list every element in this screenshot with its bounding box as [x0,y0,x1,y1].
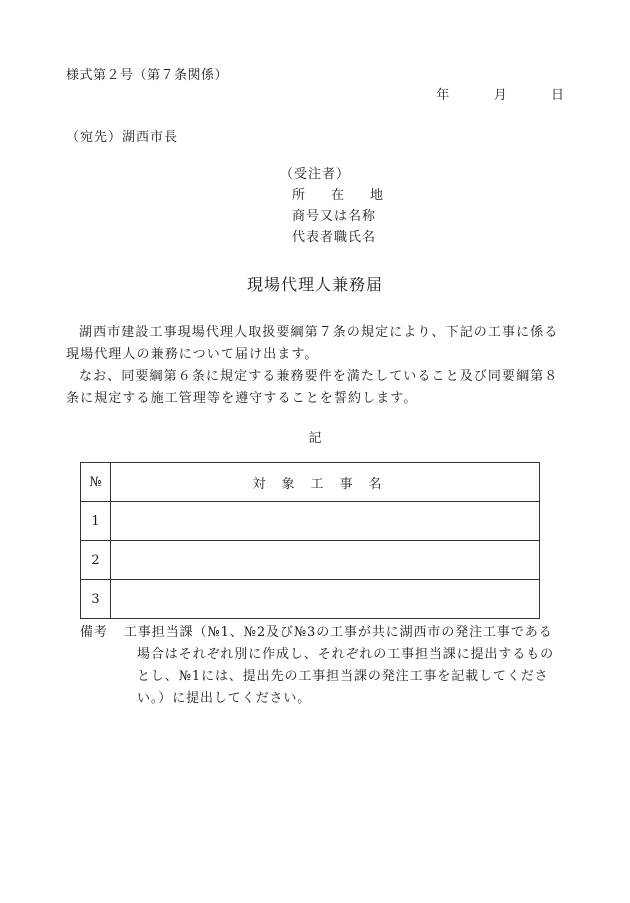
contractor-representative: 代表者職氏名 [292,230,377,245]
table-row [81,580,540,619]
table-row [81,541,540,580]
contractor-label: （受注者） [280,167,351,182]
contractor-address: 所 在 地 [292,188,384,203]
date-day-label: 日 [550,88,564,103]
date-month-label: 月 [493,88,507,103]
row-number: 2 [81,541,111,580]
no-header: № [81,463,111,502]
table-header-row [81,463,540,502]
date-line [436,84,564,103]
work-table [80,462,540,619]
remarks [80,622,564,710]
row-number: 3 [81,580,111,619]
work-name-cell[interactable] [111,502,540,541]
work-name-cell[interactable] [111,541,540,580]
work-name-cell[interactable] [111,580,540,619]
body-paragraph-2: なお、同要綱第６条に規定する兼務要件を満たしていること及び同要綱第８条に規定する施工管理等を遵守することを誓約します。 [66,369,559,406]
remarks-body-text: 工事担当課（№1、№2及び№3の工事が共に湖西市の発注工事である場合はそれぞれ別に作成し、それぞれの工事担当課に提出するものとし、№1には、提出先の工事担当課の発注工事を記載してください。）に提出してください。 [124,625,555,706]
body-paragraph-1: 湖西市建設工事現場代理人取扱要綱第７条の規定により、下記の工事に係る現場代理人の兼務について届け出ます。 [66,325,559,362]
remarks-text [124,622,564,710]
table-row [81,502,540,541]
row-number: 1 [81,502,111,541]
form-number: 様式第２号（第７条関係） [66,68,229,83]
work-name-header: 対象工事名 [111,463,540,502]
ki-heading: 記 [308,431,322,446]
date-year-label: 年 [436,88,450,103]
body-text [66,322,566,410]
contractor-trade-name: 商号又は名称 [292,209,377,224]
document-title: 現場代理人兼務届 [246,275,383,294]
remarks-label: 備考 [80,625,108,640]
addressee: （宛先）湖西市長 [66,130,179,145]
contractor-block [280,164,384,248]
